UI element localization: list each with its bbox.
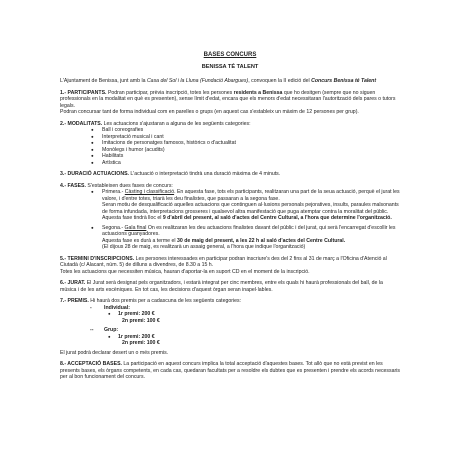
contest-name: Concurs Benissa té Talent bbox=[311, 78, 377, 84]
prize-first-individual: ● 1r premi: 200 € bbox=[108, 311, 155, 317]
registration-music-text: Totes les actuacions que necessiten música, hauran d'aportar-la en suport CD en el moment de la inscripció. bbox=[60, 268, 310, 275]
prize-first-group: ● 1r premi: 200 € bbox=[108, 333, 155, 340]
list-item: ● Interpretació musical i cant bbox=[60, 134, 400, 141]
list-item: ● Habilitats bbox=[60, 153, 400, 160]
section-modalities: 2.- MODALITATS. Les actuacions s'ajustaran a alguna de les següents categories: bbox=[60, 120, 251, 127]
organizer-name: Casa del Sol i la Lluna (Fundació Abargues) bbox=[146, 78, 249, 84]
section-registration: 5.- TERMINI D'INSCRIPCIONS. Les persones interessades en participar podran inscriure's des del 2 fins al 31 de març a l'Oficina d'Atenció al Ciutadà (c/ Alacant, núm. 5) de dilluns a divendres, de 8.30 a 15 h. bbox=[60, 255, 387, 268]
intro-paragraph: L'Ajuntament de Benissa, junt amb la Casa del Sol i la Lluna (Fundació Abargues), convoquen la II edició del Concurs Benissa té Talent bbox=[60, 78, 377, 84]
prizes-note: El jurat podrà declarar desert un o més premis. bbox=[60, 349, 169, 356]
section-heading: 6.- JURAT. bbox=[60, 280, 86, 286]
document-subtitle: BENISSA TÉ TALENT bbox=[201, 63, 259, 70]
list-item: ● Ball i coreografies bbox=[60, 127, 400, 134]
list-item: ● Artística bbox=[60, 160, 400, 167]
prize-category-individual: - Individual: bbox=[90, 304, 130, 311]
prize-category-group: -- Grup: bbox=[90, 327, 119, 333]
section-heading: 2.- MODALITATS. bbox=[60, 120, 103, 127]
prize-second-individual: 2n premi: 100 € bbox=[122, 317, 160, 324]
section-phases: 4.- FASES. S'estableixen dues fases de concurs: bbox=[60, 182, 173, 189]
section-jury: 6.- JURAT. El Jurat serà designat pels organitzadors, i estarà integrat per cinc membres, entre els quals hi haurà professionals del ball, de la música i de les arts escèniques. En tot cas, les decisions d'aquest òrgan seran inapel·lables. bbox=[60, 280, 383, 293]
section-heading: 5.- TERMINI D'INSCRIPCIONS. bbox=[60, 255, 135, 262]
list-item: ● Monòlegs i humor (acudits) bbox=[60, 147, 400, 154]
section-heading: 3.- DURACIÓ ACTUACIONS. bbox=[60, 171, 129, 177]
section-acceptance: 8.- ACCEPTACIÓ BASES. La participació en aquest concurs implica la total acceptació d'aquestes bases. Tot allò que no està previst en les presents bases, els òrgans competents, en cada cas, quedaran facultats per a resoldre els dubtes que es presenten i prendre els acords necessaris per al bon funcionament del concurs. bbox=[60, 361, 400, 380]
section-duration: 3.- DURACIÓ ACTUACIONS. L'actuació o interpretació tindrà una duració màxima de 4 minuts. bbox=[60, 171, 281, 177]
section-participants: 1.- PARTICIPANTS. Podran participar, prèvia inscripció, totes les persones residents a Benissa que ho desitgen (sempre que no siguen professionals en la modalitat en què es presenten), sense límit d'edat, encara que els menors d'edat necessitaran l'autorització dels pares o tutors legals. bbox=[60, 89, 396, 109]
document-title: BASES CONCURS bbox=[203, 52, 257, 58]
participants-groups-text: Podran concursar tant de forma individual com en parelles o grups (en aquest cas s'estableix un màxim de 12 persones per grup). bbox=[60, 109, 359, 115]
section-heading: 8.- ACCEPTACIÓ BASES. bbox=[60, 361, 122, 367]
phase-one: ● Primera.- Càsting i classificació. En aquesta fase, tots els participants, realitzaran una part de la seua actuació, perquè el jurat les valore, i d'entre totes, triarà les deu finalistes, que passaran a la segona fase. Seran motiu de desqualificació aquelles actuacions que continguen al·lusions personals pejoratives, insults, paraules malsonants de forma infundada, interpretacions grosseres i qualsevol altra manifestació que puga atemptar contra la moralitat del públic. Aquesta fase tindrà lloc el 9 d'abril del present, al saló d'actes del Centre Cultural, a l'hora que determine l'organització. bbox=[60, 189, 400, 222]
prize-second-group: 2n premi: 100 € bbox=[122, 340, 160, 346]
section-heading: 7.- PREMIS. bbox=[60, 298, 89, 304]
modalities-list bbox=[60, 127, 400, 166]
list-item: ● Imitacions de personatges famosos, històrics o d'actualitat bbox=[60, 140, 400, 147]
section-heading: 4.- FASES. bbox=[60, 182, 86, 189]
document-body bbox=[60, 52, 400, 381]
section-heading: 1.- PARTICIPANTS. bbox=[60, 89, 107, 96]
section-prizes: 7.- PREMIS. Hi haurà dos premis per a cadascuna de les següents categories: bbox=[60, 298, 242, 304]
phase-two: ● Segona.- Gala final On es realitzaran les deu actuacions finalistes davant del públic i del jurat, qui serà l'encarregat d'escollir les actuacions guanyadores. Aquesta fase es durà a terme el 30 de maig del present, a les 22 h al saló d'actes del Centre Cultural. (El dijous 28 de maig, es realitzarà un assaig general, a l'hora que indique l'organització) bbox=[60, 225, 400, 251]
